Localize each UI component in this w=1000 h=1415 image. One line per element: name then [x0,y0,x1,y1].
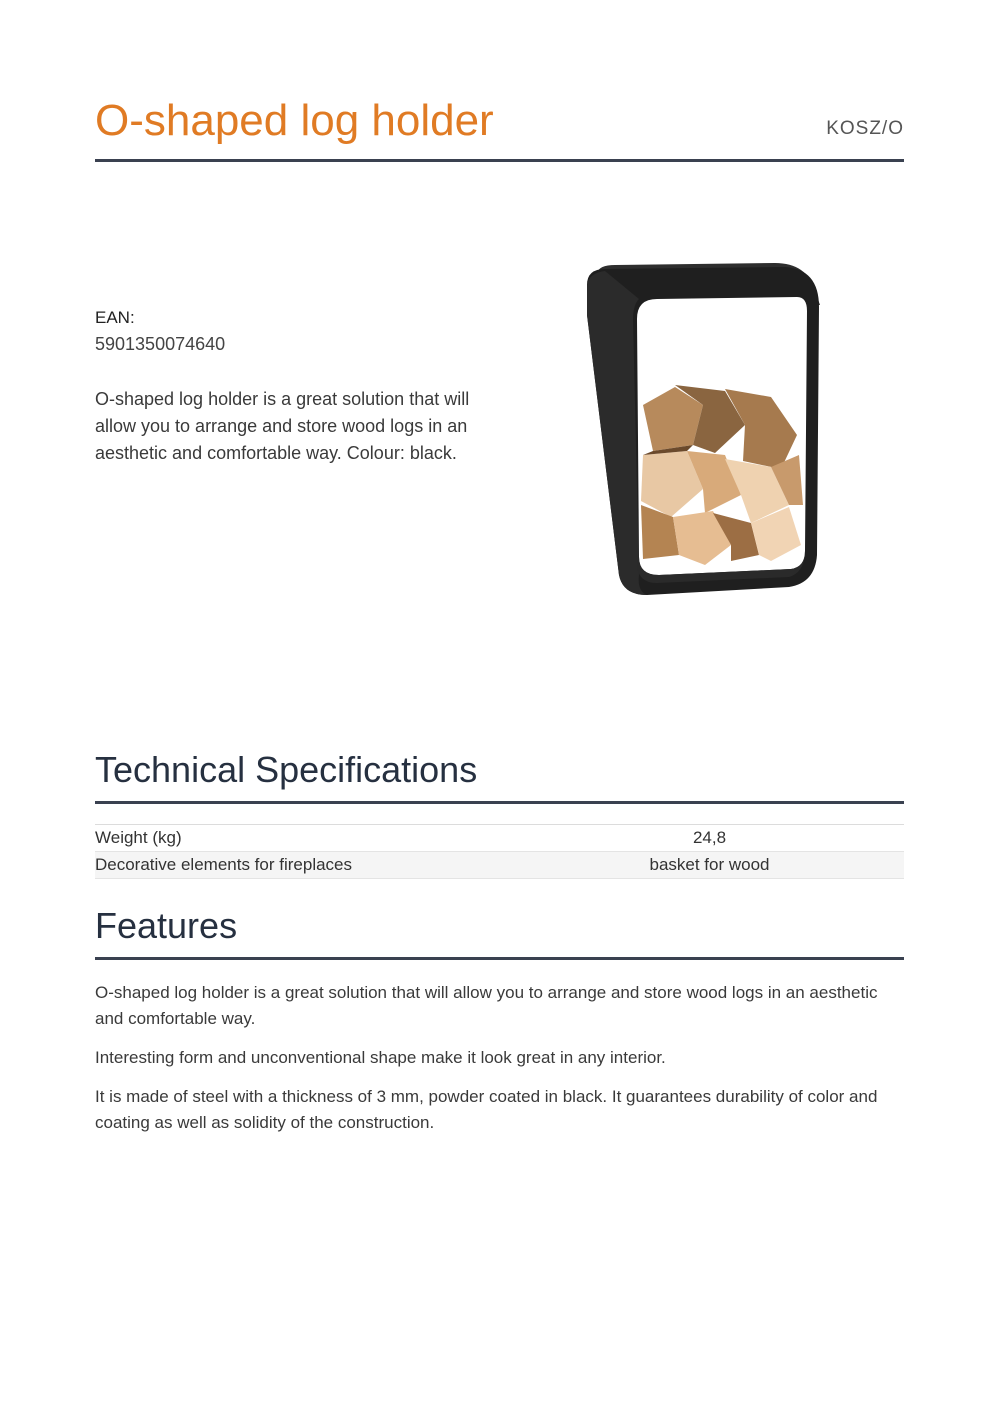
wood-logs-icon [641,385,803,565]
product-code: KOSZ/O [826,118,904,139]
features-paragraph: It is made of steel with a thickness of 3 mm, powder coated in black. It guarantees durability of color and coating as well as solidity of the construction. [95,1087,878,1132]
table-row [95,825,904,852]
ean-value: 5901350074640 [95,334,226,354]
page-title: O-shaped log holder [95,96,494,145]
ean-label: EAN: [95,308,135,327]
log-holder-icon [575,255,835,600]
log-holder-photo [575,255,835,600]
features-paragraph: O-shaped log holder is a great solution that will allow you to arrange and store wood logs in an aesthetic and comfortable way. [95,983,878,1028]
spec-table [95,824,904,879]
spec-value: 24,8 [692,828,727,847]
features-body [95,980,904,1149]
spec-name: Weight (kg) [95,828,182,847]
spec-name: Decorative elements for fireplaces [95,855,353,874]
spec-heading: Technical Specifications [95,748,904,804]
product-intro: O-shaped log holder is a great solution that will allow you to arrange and store wood logs in an aesthetic and comfortable way. Colour: black. [95,389,470,463]
table-row [95,852,904,879]
features-heading: Features [95,904,904,960]
page-header [95,96,904,162]
spec-value: basket for wood [649,855,770,874]
features-paragraph: Interesting form and unconventional shape make it look great in any interior. [95,1048,666,1067]
